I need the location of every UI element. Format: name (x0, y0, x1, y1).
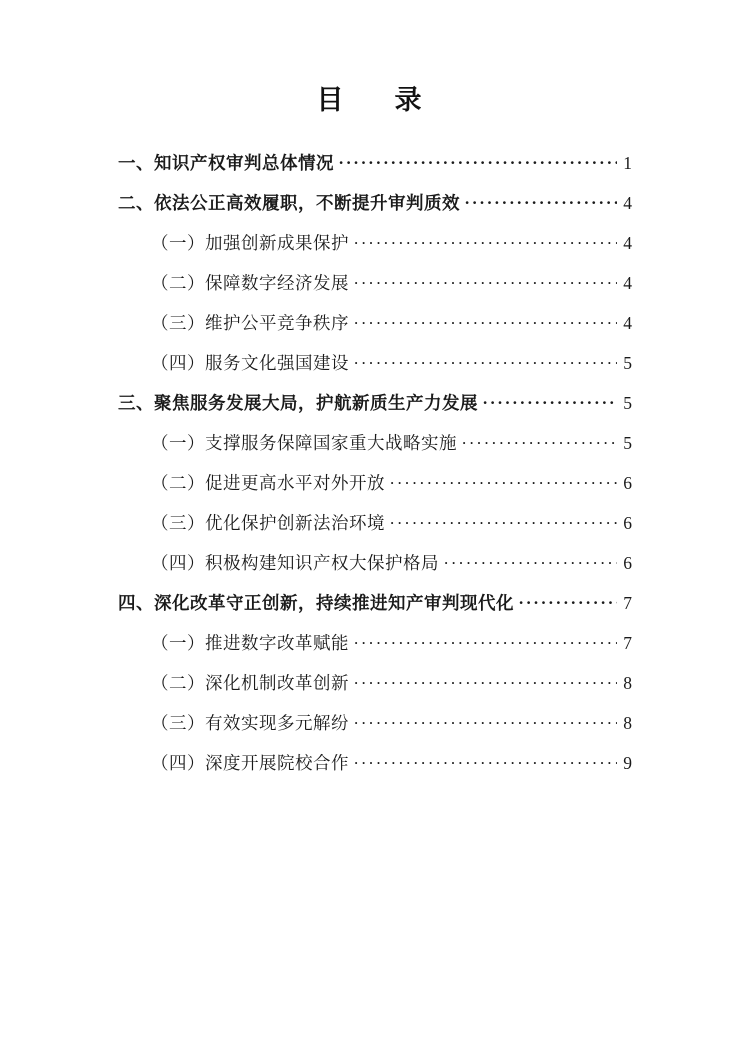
toc-entry[interactable] (118, 231, 632, 252)
toc-leader-dots (354, 311, 617, 329)
toc-entry[interactable] (118, 391, 632, 412)
toc-entry[interactable] (118, 471, 632, 492)
toc-entry[interactable] (118, 591, 632, 612)
toc-leader-dots (354, 711, 617, 729)
toc-entry[interactable] (118, 511, 632, 532)
toc-entry-label: （一）推进数字改革赋能 (151, 632, 349, 653)
toc-leader-dots (339, 151, 617, 169)
toc-leader-dots (354, 671, 617, 689)
toc-entry-page-number: 8 (623, 672, 632, 693)
toc-entry-page-number: 7 (623, 592, 632, 613)
toc-entry[interactable] (118, 151, 632, 172)
toc-entry-label: （三）维护公平竞争秩序 (151, 312, 349, 333)
toc-leader-dots (354, 351, 617, 369)
toc-entry[interactable] (118, 351, 632, 372)
toc-entry-label: （二）促进更高水平对外开放 (151, 472, 385, 493)
toc-entry[interactable] (118, 631, 632, 652)
toc-entry[interactable] (118, 191, 632, 212)
toc-entry-label: （三）有效实现多元解纷 (151, 712, 349, 733)
toc-entry-label: （四）深度开展院校合作 (151, 752, 349, 773)
toc-entry[interactable] (118, 751, 632, 772)
toc-entry-page-number: 9 (623, 752, 632, 773)
toc-entry-page-number: 5 (623, 432, 632, 453)
toc-entry-page-number: 8 (623, 712, 632, 733)
toc-entry-label: （四）积极构建知识产权大保护格局 (151, 552, 439, 573)
toc-leader-dots (354, 231, 617, 249)
toc-leader-dots (444, 551, 617, 569)
toc-entry-page-number: 4 (623, 272, 632, 293)
toc-entry-label: 一、知识产权审判总体情况 (118, 152, 334, 173)
toc-entry-page-number: 6 (623, 552, 632, 573)
toc-entry[interactable] (118, 311, 632, 332)
toc-entry-label: （二）深化机制改革创新 (151, 672, 349, 693)
toc-entry-page-number: 5 (623, 352, 632, 373)
toc-entry-page-number: 6 (623, 472, 632, 493)
toc-entry-page-number: 4 (623, 192, 632, 213)
toc-entry-page-number: 1 (623, 152, 632, 173)
toc-entry-label: （四）服务文化强国建设 (151, 352, 349, 373)
toc-leader-dots (483, 391, 617, 409)
toc-leader-dots (354, 631, 617, 649)
toc-leader-dots (390, 471, 617, 489)
toc-entry-label: （三）优化保护创新法治环境 (151, 512, 385, 533)
page-title: 目 录 (316, 85, 434, 115)
toc-entry-label: （一）支撑服务保障国家重大战略实施 (151, 432, 457, 453)
toc-leader-dots (519, 591, 617, 609)
toc-entry-page-number: 7 (623, 632, 632, 653)
toc-entry-label: 二、依法公正高效履职，不断提升审判质效 (118, 192, 460, 213)
toc-leader-dots (354, 271, 617, 289)
toc-entry-page-number: 4 (623, 312, 632, 333)
toc-leader-dots (462, 431, 617, 449)
toc-entry-label: （二）保障数字经济发展 (151, 272, 349, 293)
toc-entry[interactable] (118, 271, 632, 292)
toc-entry-label: （一）加强创新成果保护 (151, 232, 349, 253)
toc-entry-label: 三、聚焦服务发展大局，护航新质生产力发展 (118, 392, 478, 413)
toc-leader-dots (465, 191, 617, 209)
toc-entry[interactable] (118, 431, 632, 452)
toc-entry[interactable] (118, 671, 632, 692)
toc-leader-dots (354, 751, 617, 769)
toc-entry-label: 四、深化改革守正创新，持续推进知产审判现代化 (118, 592, 514, 613)
toc-entry-page-number: 6 (623, 512, 632, 533)
toc-entry[interactable] (118, 711, 632, 732)
toc-entry-page-number: 4 (623, 232, 632, 253)
toc-leader-dots (390, 511, 617, 529)
table-of-contents (118, 151, 632, 772)
toc-entry[interactable] (118, 551, 632, 572)
toc-entry-page-number: 5 (623, 392, 632, 413)
